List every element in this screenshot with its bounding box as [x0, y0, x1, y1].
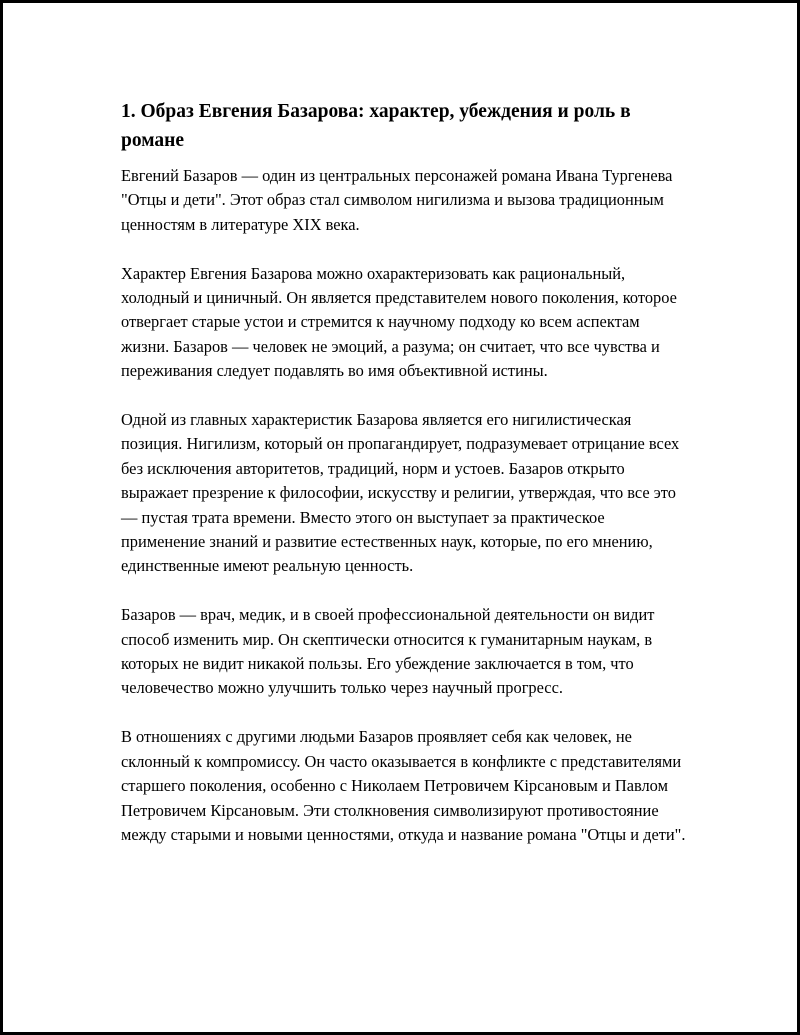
paragraph-relationships: В отношениях с другими людьми Базаров проявляет себя как человек, не склонный к компромиссу. Он часто оказывается в конфликте с представителями старшего поколения, особенно с Николаем Петровичем Кірсановым и Павлом Петровичем Кірсановым. Эти столкновения символизируют противостояние между старыми и новыми ценностями, откуда и название романа "Отцы и дети".	[121, 727, 686, 844]
paragraph-character: Характер Евгения Базарова можно охарактеризовать как рациональный, холодный и циничный. Он является представителем нового поколения, которое отвергает старые устои и стремится к научному подходу ко всем аспектам жизни. Базаров — человек не эмоций, а разума; он считает, что все чувства и переживания следует подавлять во имя объективной истины.	[121, 263, 677, 381]
section-heading: 1. Образ Евгения Базарова: характер, убеждения и роль в романе	[121, 101, 631, 151]
paragraph-nihilism: Одной из главных характеристик Базарова является его нигилистическая позиция. Нигилизм, который он пропагандирует, подразумевает отрицание всех без исключения авторитетов, традиций, норм и устоев. Базаров открыто выражает презрение к философии, искусству и религии, утверждая, что все это — пустая трата времени. Вместо этого он выступает за практическое применение знаний и развитие естественных наук, которые, по его мнению, единственные имеют реальную ценность.	[121, 410, 680, 576]
paragraph-profession: Базаров — врач, медик, и в своей профессиональной деятельности он видит способ изменить мир. Он скептически относится к гуманитарным наукам, в которых не видит никакой пользы. Его убеждение заключается в том, что человечество можно улучшить только через научный прогресс.	[121, 605, 655, 698]
document-body	[121, 97, 691, 872]
paragraph-intro: Евгений Базаров — один из центральных персонажей романа Ивана Тургенева "Отцы и дети". Этот образ стал символом нигилизма и вызова традиционным ценностям в литературе XIX века.	[121, 166, 673, 234]
